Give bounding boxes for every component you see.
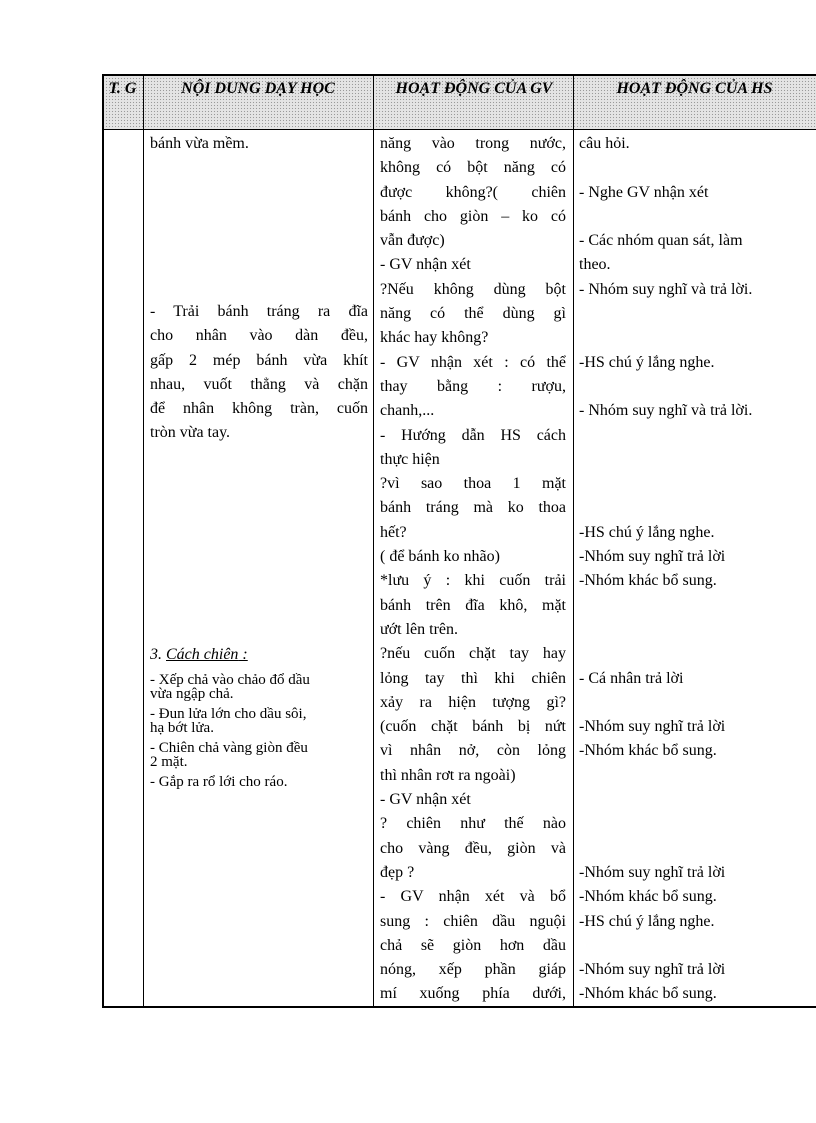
frying-step-line: - Xếp chả vào chảo đổ dầu	[150, 672, 310, 688]
student-activity-line: -Nhóm khác bổ sung.	[579, 572, 717, 590]
student-activity-line: -Nhóm suy nghĩ trả lời	[579, 863, 726, 881]
teacher-activity-line: ?vì sao thoa 1 mặt	[380, 475, 566, 493]
teacher-activity-line: thay bằng : rượu,	[380, 377, 566, 395]
section-colon: :	[238, 646, 248, 663]
content-rolling-steps	[150, 300, 368, 446]
student-activity-line	[579, 496, 816, 520]
student-activity-line	[579, 691, 816, 715]
teacher-activity-line: - GV nhận xét và bổ	[380, 888, 566, 906]
teacher-activity-line: năng vào trong nước,	[380, 135, 566, 152]
content-line: nhau, vuốt thẳng và chặn	[150, 375, 368, 393]
teacher-activity-line: bánh trên đĩa khô, mặt	[380, 596, 566, 614]
teacher-activity-line: ( để bánh ko nhão)	[380, 548, 500, 566]
student-activity-line: -Nhóm suy nghĩ trả lời	[579, 961, 726, 979]
header-content: NỘI DUNG DẠY HỌC	[181, 80, 335, 97]
teacher-activity-line: - GV nhận xét	[380, 256, 471, 274]
table-left-border	[102, 74, 104, 1008]
teacher-activity-line: khác hay không?	[380, 329, 489, 347]
content-line: cho nhân vào dàn đều,	[150, 327, 368, 345]
frying-step-line: hạ bớt lửa.	[150, 720, 214, 736]
header-time: T. G	[108, 80, 137, 97]
teacher-activity-line: ?Nếu không dùng bột	[380, 280, 566, 298]
teacher-activity-line: nóng, xếp phần giáp	[380, 961, 566, 979]
teacher-activity-line: lỏng tay thì khi chiên	[380, 669, 566, 687]
teacher-activity-line: thực hiện	[380, 450, 440, 468]
header-divider	[102, 129, 816, 130]
content-line: để nhân không tràn, cuốn	[150, 400, 368, 418]
content-text-top: bánh vừa mềm.	[150, 135, 249, 152]
student-activity-column	[579, 132, 816, 1007]
teacher-activity-line: được không?( chiên	[380, 183, 566, 201]
student-activity-line	[579, 812, 816, 836]
teacher-activity-line: - GV nhận xét	[380, 791, 471, 809]
teacher-activity-line: bánh cho giòn – ko có	[380, 207, 566, 225]
teacher-activity-line: *lưu ý : khi cuốn trải	[380, 572, 566, 590]
frying-step-line: - Gắp ra rổ lới cho ráo.	[150, 774, 288, 790]
student-activity-line	[579, 594, 816, 618]
student-activity-line	[579, 424, 816, 448]
student-activity-line: -HS chú ý lắng nghe.	[579, 523, 715, 541]
frying-step-line: - Chiên chả vàng giòn đều	[150, 740, 308, 756]
student-activity-line: câu hỏi.	[579, 135, 630, 152]
teacher-activity-line: cho vàng đều, giòn và	[380, 839, 566, 857]
header-student-activity: HOẠT ĐỘNG CỦA HS	[616, 80, 773, 97]
col-divider-3	[573, 74, 574, 1008]
frying-step-line: - Đun lửa lớn cho dầu sôi,	[150, 706, 307, 722]
teacher-activity-line: mí xuống phía dưới,	[380, 985, 566, 1003]
teacher-activity-line: không có bột năng có	[380, 159, 566, 177]
teacher-activity-line: ?nếu cuốn chặt tay hay	[380, 645, 566, 663]
teacher-activity-line: hết?	[380, 523, 407, 541]
student-activity-line: -Nhóm suy nghĩ trả lời	[579, 718, 726, 736]
student-activity-line: - Nhóm suy nghĩ và trả lời.	[579, 402, 753, 420]
student-activity-line	[579, 375, 816, 399]
teacher-activity-line: chanh,...	[380, 402, 435, 420]
student-activity-line: -Nhóm suy nghĩ trả lời	[579, 548, 726, 566]
student-activity-line: -Nhóm khác bổ sung.	[579, 742, 717, 760]
student-activity-line	[579, 205, 816, 229]
section-title: Cách chiên	[166, 646, 239, 663]
teacher-activity-line: vì nhân nở, còn lỏng	[380, 742, 566, 760]
student-activity-line	[579, 156, 816, 180]
teacher-activity-line: vẫn được)	[380, 232, 445, 250]
student-activity-line: theo.	[579, 256, 611, 274]
teacher-activity-line: thì nhân rơt ra ngoài)	[380, 766, 516, 784]
student-activity-line: -HS chú ý lắng nghe.	[579, 912, 715, 930]
content-line: tròn vừa tay.	[150, 424, 231, 442]
lesson-table	[102, 74, 816, 1008]
student-activity-line	[579, 302, 816, 326]
student-activity-line	[579, 472, 816, 496]
student-activity-line: - Nhóm suy nghĩ và trả lời.	[579, 280, 753, 298]
content-line: - Trải bánh tráng ra đĩa	[150, 303, 368, 320]
student-activity-line: -Nhóm khác bổ sung.	[579, 888, 717, 906]
table-top-border	[102, 74, 816, 76]
teacher-activity-column	[380, 132, 566, 1007]
teacher-activity-line: ? chiên như thế nào	[380, 815, 566, 833]
student-activity-line	[579, 642, 816, 666]
student-activity-line	[579, 326, 816, 350]
teacher-activity-line: - Hướng dẫn HS cách	[380, 426, 566, 444]
col-divider-1	[143, 74, 144, 1008]
teacher-activity-line: (cuốn chặt bánh bị nứt	[380, 718, 566, 736]
student-activity-line	[579, 448, 816, 472]
teacher-activity-line: chả sẽ giòn hơn dầu	[380, 936, 566, 954]
student-activity-line: - Các nhóm quan sát, làm	[579, 232, 743, 250]
content-column	[150, 132, 368, 156]
student-activity-line	[579, 618, 816, 642]
section-heading	[150, 643, 368, 667]
teacher-activity-line: đẹp ?	[380, 863, 415, 881]
section-number: 3.	[150, 646, 162, 663]
student-activity-line	[579, 837, 816, 861]
teacher-activity-line: sung : chiên dầu nguội	[380, 912, 566, 930]
content-line: gấp 2 mép bánh vừa khít	[150, 351, 368, 369]
col-divider-2	[373, 74, 374, 1008]
student-activity-line: -HS chú ý lắng nghe.	[579, 353, 715, 371]
teacher-activity-line: bánh tráng mà ko thoa	[380, 499, 566, 517]
student-activity-line: - Cá nhân trả lời	[579, 669, 684, 687]
student-activity-line	[579, 788, 816, 812]
student-activity-line	[579, 934, 816, 958]
frying-steps	[150, 673, 368, 789]
teacher-activity-line: ướt lên trên.	[380, 620, 458, 638]
teacher-activity-line: năng có thể dùng gì	[380, 305, 566, 323]
student-activity-line: - Nghe GV nhận xét	[579, 183, 709, 201]
student-activity-line: -Nhóm khác bổ sung.	[579, 985, 717, 1003]
student-activity-line	[579, 764, 816, 788]
header-teacher-activity: HOẠT ĐỘNG CỦA GV	[395, 80, 553, 97]
frying-step-line: vừa ngập chả.	[150, 686, 234, 702]
teacher-activity-line: xảy ra hiện tượng gì?	[380, 693, 566, 711]
teacher-activity-line: - GV nhận xét : có thể	[380, 353, 566, 371]
frying-step-line: 2 mặt.	[150, 754, 188, 770]
